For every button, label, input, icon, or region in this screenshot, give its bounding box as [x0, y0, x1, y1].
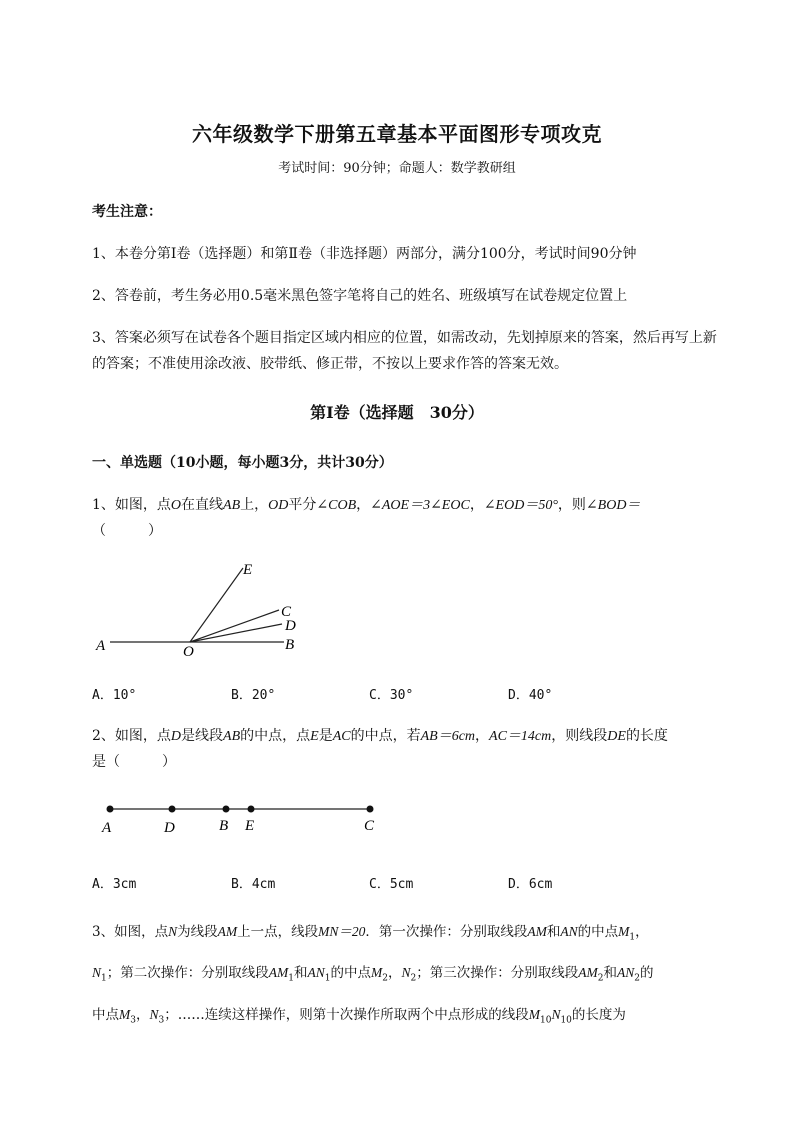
point-e: [248, 806, 255, 813]
question-1-text: 1、如图，点O在直线AB上，OD平分∠COB，∠AOE＝3∠EOC，∠EOD＝50°，则∠BOD＝: [92, 497, 641, 513]
section-title: 第I卷（选择题 30分）: [310, 403, 484, 422]
page-title: 六年级数学下册第五章基本平面图形专项攻克: [192, 122, 602, 146]
label-a: A: [96, 638, 106, 654]
question-3-line-1: 3、如图，点N为线段AM上一点，线段MN＝20．第一次操作：分别取线段AM和AN的中点$M_1$，: [92, 924, 649, 943]
point-d: [169, 806, 176, 813]
q1-option-c[interactable]: C．30°: [369, 688, 414, 703]
part-heading: 一、单选题（10小题，每小题3分，共计30分）: [92, 455, 393, 471]
exam-subtitle: 考试时间：90分钟；命题人：数学教研组: [278, 161, 516, 176]
label-a: A: [102, 820, 112, 836]
question-2-text: 2、如图，点D是线段AB的中点，点E是AC的中点，若AB＝6cm，AC＝14cm，则线段DE的长度: [92, 728, 668, 744]
notice-item-3: 3、答案必须写在试卷各个题目指定区域内相应的位置，如需改动，先划掉原来的答案，然后再写上新: [92, 330, 717, 346]
question-3-line-3: 中点$M_3$，$N_3$；……连续这样操作，则第十次操作所取两个中点形成的线段$M_{10}N_{10}$的长度为: [92, 1007, 626, 1026]
q1-option-a[interactable]: A．10°: [92, 688, 137, 703]
q2-option-c[interactable]: C．5cm: [369, 877, 414, 892]
question-2-blank: 是（ ）: [92, 754, 176, 770]
label-o: O: [183, 644, 194, 660]
point-b: [223, 806, 230, 813]
question-3-line-2: $N_1$；第二次操作：分别取线段$AM_1$和$AN_1$的中点$M_2$，$N_2$；第三次操作：分别取线段$AM_2$和$AN_2$的: [92, 965, 654, 984]
label-c: C: [364, 818, 375, 834]
question-2-figure: [101, 806, 375, 837]
ray-oc: [190, 610, 279, 642]
label-d: D: [164, 820, 175, 836]
notice-item-1: 1、本卷分第I卷（选择题）和第Ⅱ卷（非选择题）两部分，满分100分，考试时间90分钟: [92, 246, 637, 262]
notice-heading: 考生注意：: [92, 204, 162, 220]
question-1-blank: （ ）: [92, 523, 162, 539]
q2-option-b[interactable]: B．4cm: [231, 877, 276, 892]
q1-option-d[interactable]: D．40°: [508, 688, 553, 703]
q2-option-d[interactable]: D．6cm: [508, 877, 553, 892]
label-c: C: [281, 604, 292, 620]
label-b: B: [219, 818, 229, 834]
label-d: D: [285, 618, 296, 634]
angle-diagram: [110, 568, 284, 642]
label-e: E: [245, 818, 255, 834]
notice-item-2: 2、答卷前，考生务必用0.5毫米黑色签字笔将自己的姓名、班级填写在试卷规定位置上: [92, 288, 628, 304]
q1-option-b[interactable]: B．20°: [231, 688, 276, 703]
label-b: B: [285, 637, 295, 653]
point-a: [107, 806, 114, 813]
ray-oe: [190, 568, 243, 642]
q2-option-a[interactable]: A．3cm: [92, 877, 137, 892]
notice-item-3-cont: 的答案；不准使用涂改液、胶带纸、修正带，不按以上要求作答的答案无效。: [92, 356, 568, 372]
label-e: E: [243, 562, 253, 578]
point-c: [367, 806, 374, 813]
ray-od: [190, 624, 282, 642]
